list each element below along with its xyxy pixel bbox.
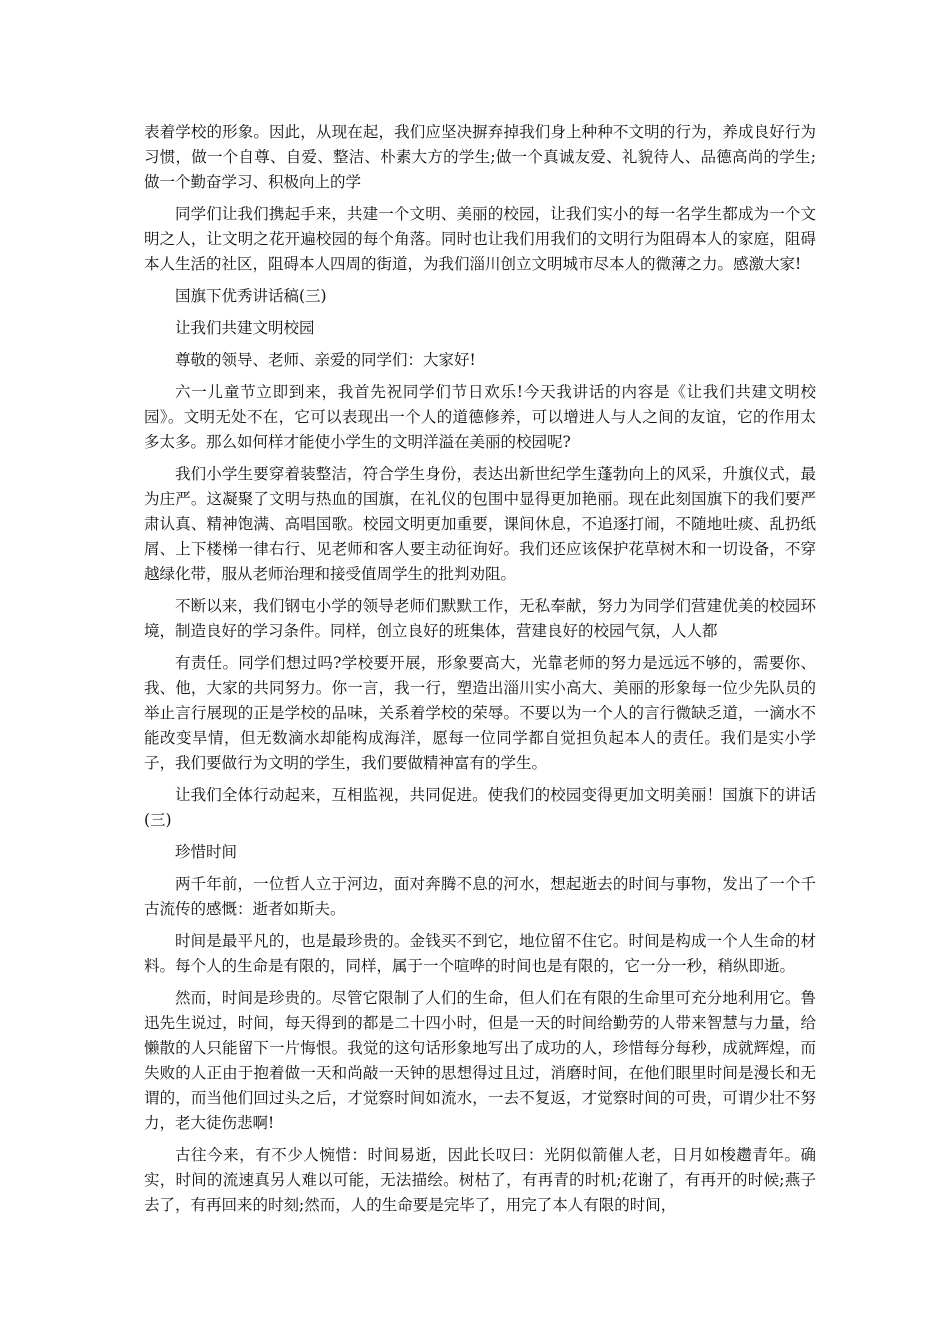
speech-title: 让我们共建文明校园 bbox=[175, 319, 315, 337]
salutation: 尊敬的领导、老师、亲爱的同学们：大家好! bbox=[175, 351, 476, 369]
paragraph-15: 古往今来，有不少人惋惜：时间易逝，因此长叹曰：光阴似箭催人老，日月如梭趱青年。确实，时间的流速真另人难以可能，无法描绘。树枯了，有再青的时机;花谢了，有再开的时候;燕子去了，有再回来的时刻;然而，人的生命要是完毕了，用完了本人有限的时间， bbox=[144, 1146, 816, 1214]
section-title-cherish-time: 珍惜时间 bbox=[175, 843, 238, 861]
document-page bbox=[144, 120, 816, 1218]
paragraph-1: 表着学校的形象。因此，从现在起，我们应坚决摒弃掉我们身上种种不文明的行为，养成良好行为习惯，做一个自尊、自爱、整洁、朴素大方的学生;做一个真诚友爱、礼貌待人、品德高尚的学生;做一个勤奋学习、积极向上的学 bbox=[144, 123, 816, 191]
paragraph-7: 我们小学生要穿着装整洁，符合学生身份，表达出新世纪学生蓬勃向上的风采，升旗仪式，最为庄严。这凝聚了文明与热血的国旗，在礼仪的包围中显得更加艳丽。现在此刻国旗下的我们要严肃认真、精神饱满、高唱国歌。校园文明更加重要，课间休息，不追逐打闹，不随地吐痰、乱扔纸屑、上下楼梯一律右行、见老师和客人要主动征询好。我们还应该保护花草树木和一切设备，不穿越绿化带，服从老师治理和接受值周学生的批判劝阻。 bbox=[144, 465, 816, 583]
paragraph-9: 有责任。同学们想过吗?学校要开展，形象要高大，光靠老师的努力是远远不够的，需要你、我、他，大家的共同努力。你一言，我一行，塑造出淄川实小高大、美丽的形象每一位少先队员的举止言行展现的正是学校的品味，关系着学校的荣辱。不要以为一个人的言行微缺乏道，一滴水不能改变旱情，但无数滴水却能构成海洋，愿每一位同学都自觉担负起本人的责任。我们是实小学子，我们要做行为文明的学生，我们要做精神富有的学生。 bbox=[144, 654, 816, 772]
paragraph-12: 两千年前，一位哲人立于河边，面对奔腾不息的河水，想起逝去的时间与事物，发出了一个千古流传的感慨：逝者如斯夫。 bbox=[144, 875, 816, 918]
paragraph-8: 不断以来，我们钢屯小学的领导老师们默默工作，无私奉献，努力为同学们营建优美的校园环境，制造良好的学习条件。同样，创立良好的班集体，营建良好的校园气氛，人人都 bbox=[144, 597, 816, 640]
section-heading-speech-3: 国旗下优秀讲话稿(三) bbox=[175, 287, 327, 305]
paragraph-13: 时间是最平凡的，也是最珍贵的。金钱买不到它，地位留不住它。时间是构成一个人生命的材料。每个人的生命是有限的，同样，属于一个喧哗的时间也是有限的，它一分一秒，稍纵即逝。 bbox=[144, 932, 816, 975]
paragraph-6: 六一儿童节立即到来，我首先祝同学们节日欢乐!今天我讲话的内容是《让我们共建文明校园》。文明无处不在，它可以表现出一个人的道德修养，可以增进人与人之间的友谊，它的作用太多太多。那么如何样才能使小学生的文明洋溢在美丽的校园呢? bbox=[144, 383, 816, 451]
paragraph-10: 让我们全体行动起来，互相监视，共同促进。使我们的校园变得更加文明美丽！国旗下的讲话(三) bbox=[144, 786, 816, 829]
paragraph-14: 然而，时间是珍贵的。尽管它限制了人们的生命，但人们在有限的生命里可充分地利用它。鲁迅先生说过，时间，每天得到的都是二十四小时，但是一天的时间给勤劳的人带来智慧与力量，给懒散的人只能留下一片悔恨。我觉的这句话形象地写出了成功的人，珍惜每分每秒，成就辉煌，而失败的人正由于抱着做一天和尚敲一天钟的思想得过且过，消磨时间，在他们眼里时间是漫长和无谓的，而当他们回过头之后，才觉察时间如流水，一去不复返，才觉察时间的可贵，可谓少壮不努力，老大徒伤悲啊! bbox=[144, 989, 816, 1132]
paragraph-2: 同学们让我们携起手来，共建一个文明、美丽的校园，让我们实小的每一名学生都成为一个文明之人，让文明之花开遍校园的每个角落。同时也让我们用我们的文明行为阻碍本人的家庭，阻碍本人生活的社区，阻碍本人四周的街道，为我们淄川创立文明城市尽本人的微薄之力。感激大家! bbox=[144, 205, 816, 273]
